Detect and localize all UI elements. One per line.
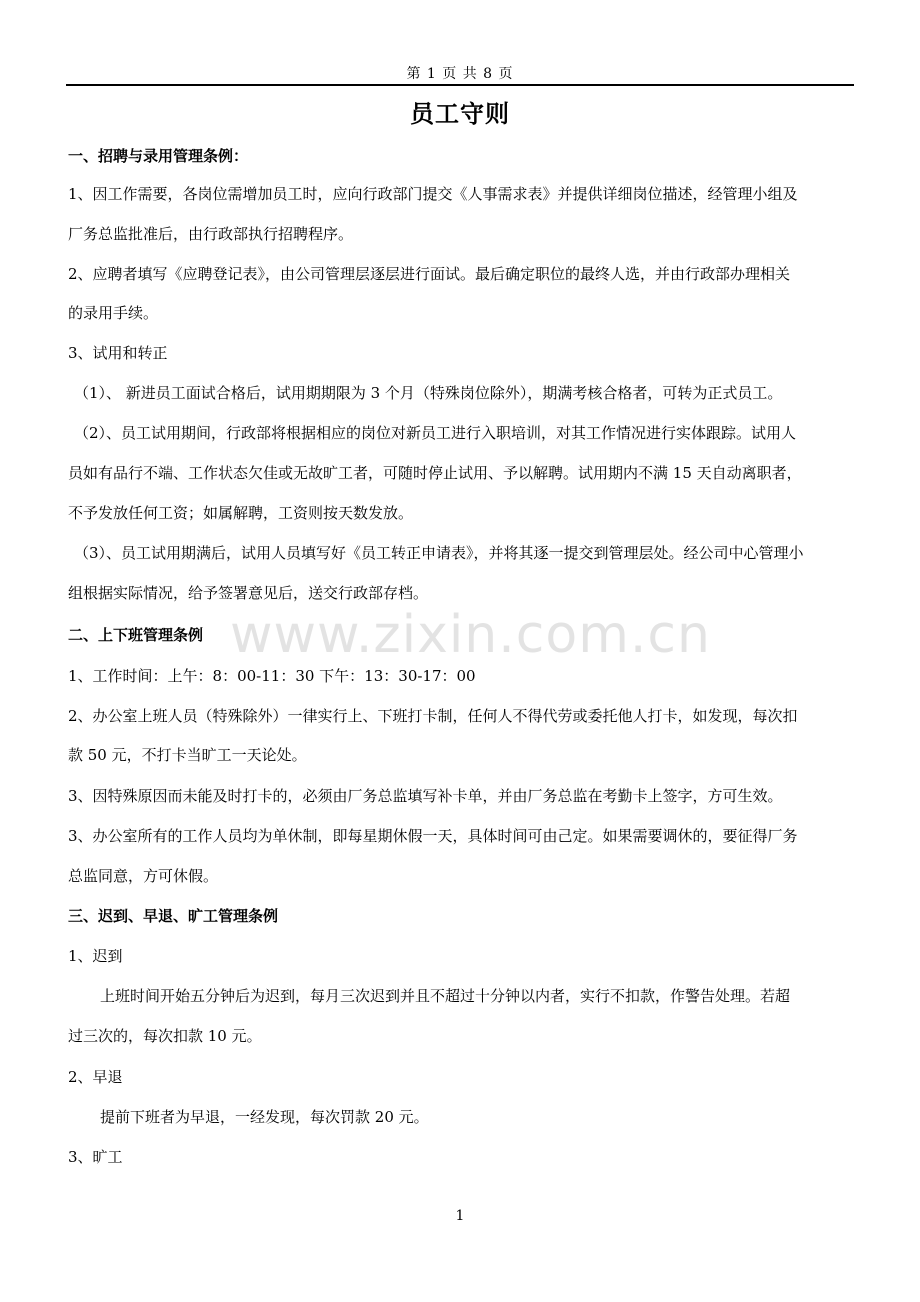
page-number: 1: [455, 1208, 465, 1224]
paragraph-line: （3）、员工试用期满后，试用人员填写好《员工转正申请表》，并将其逐一提交到管理层处。经公司中心管理小: [74, 544, 804, 562]
paragraph-line: 1、迟到: [68, 947, 123, 965]
paragraph-line: （1）、 新进员工面试合格后，试用期期限为 3 个月（特殊岗位除外），期满考核合格者，可转为正式员工。: [74, 384, 783, 402]
paragraph-line: （2）、员工试用期间，行政部将根据相应的岗位对新员工进行入职培训，对其工作情况进行实体跟踪。试用人: [74, 424, 797, 442]
paragraph-line: 1、因工作需要，各岗位需增加员工时，应向行政部门提交《人事需求表》并提供详细岗位描述，经管理小组及: [68, 185, 798, 203]
paragraph-line: 2、办公室上班人员（特殊除外）一律实行上、下班打卡制，任何人不得代劳或委托他人打卡，如发现，每次扣: [68, 707, 798, 725]
paragraph-line: 提前下班者为早退，一经发现，每次罚款 20 元。: [100, 1108, 429, 1126]
paragraph-line: 款 50 元，不打卡当旷工一天论处。: [68, 746, 307, 764]
paragraph-line: 不予发放任何工资；如属解聘，工资则按天数发放。: [68, 504, 414, 522]
watermark: www.zixin.com.cn: [230, 605, 711, 665]
paragraph-line: 1、工作时间：上午：8：00-11：30 下午：13：30-17：00: [68, 667, 476, 685]
paragraph-line: 过三次的，每次扣款 10 元。: [68, 1027, 262, 1045]
paragraph-line: 2、早退: [68, 1068, 123, 1086]
paragraph-line: 2、应聘者填写《应聘登记表》，由公司管理层逐层进行面试。最后确定职位的最终人选，并由行政部办理相关: [68, 265, 791, 283]
section-heading-attendance: 二、上下班管理条例: [68, 626, 204, 644]
paragraph-line: 厂务总监批准后，由行政部执行招聘程序。: [68, 225, 354, 243]
header-page-info: 第 1 页 共 8 页: [406, 66, 514, 82]
header-divider: [66, 84, 854, 86]
paragraph-line: 组根据实际情况，给予签署意见后，送交行政部存档。: [68, 584, 429, 602]
paragraph-line: 员如有品行不端、工作状态欠佳或无故旷工者，可随时停止试用、予以解聘。试用期内不满 15 天自动离职者，: [68, 464, 802, 482]
paragraph-line: 3、办公室所有的工作人员均为单休制，即每星期休假一天，具体时间可由己定。如果需要调休的，要征得厂务: [68, 827, 798, 845]
paragraph-line: 的录用手续。: [68, 304, 159, 322]
paragraph-line: 总监同意，方可休假。: [68, 867, 219, 885]
paragraph-line: 上班时间开始五分钟后为迟到，每月三次迟到并且不超过十分钟以内者，实行不扣款，作警告处理。若超: [100, 987, 791, 1005]
document-title: 员工守则: [410, 100, 510, 128]
paragraph-line: 3、试用和转正: [68, 344, 168, 362]
section-heading-lateness: 三、迟到、早退、旷工管理条例: [68, 907, 279, 925]
paragraph-line: 3、因特殊原因而未能及时打卡的，必须由厂务总监填写补卡单，并由厂务总监在考勤卡上签字，方可生效。: [68, 787, 783, 805]
paragraph-line: 3、旷工: [68, 1148, 123, 1166]
section-heading-recruitment: 一、招聘与录用管理条例：: [68, 147, 249, 165]
